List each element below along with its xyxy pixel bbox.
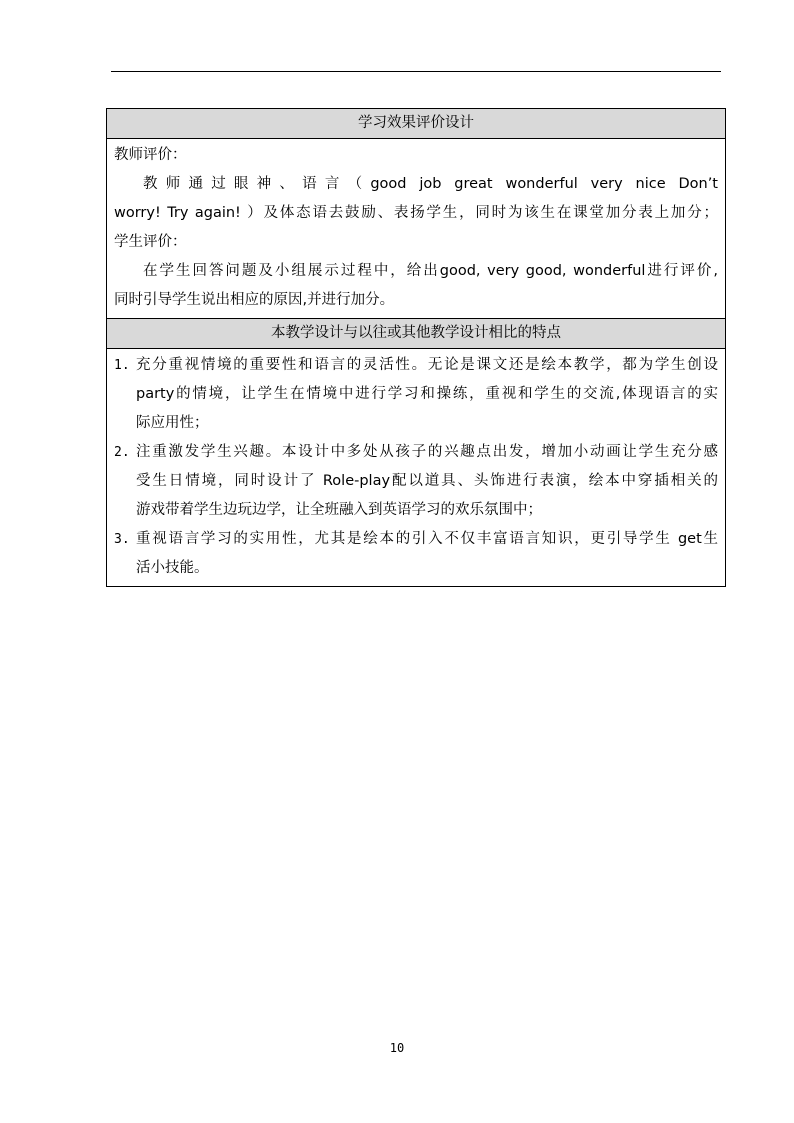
feature-line: 活小技能。 bbox=[136, 560, 209, 576]
feature-line: 重视语言学习的实用性，尤其是绘本的引入不仅丰富语言知识，更引导学生 get生 bbox=[136, 531, 718, 547]
feature-line: party的情境，让学生在情境中进行学习和操练，重视和学生的交流,体现语言的实 bbox=[136, 386, 718, 402]
evaluation-section-body bbox=[107, 139, 725, 319]
student-evaluation-line-2: 同时引导学生说出相应的原因,并进行加分。 bbox=[114, 292, 395, 308]
header-rule bbox=[111, 71, 721, 72]
features-section-body bbox=[107, 349, 725, 586]
feature-item-2 bbox=[114, 438, 718, 525]
feature-line: 充分重视情境的重要性和语言的灵活性。无论是课文还是绘本教学，都为学生创设 bbox=[136, 357, 718, 373]
teacher-evaluation-line-1: 教师通过眼神、语言（good job great wonderful very nice Don’t bbox=[143, 176, 718, 192]
feature-line: 际应用性； bbox=[136, 415, 209, 431]
feature-item-3 bbox=[114, 525, 718, 583]
feature-number: 2. bbox=[114, 445, 130, 460]
feature-line: 受生日情境，同时设计了 Role-play配以道具、头饰进行表演，绘本中穿插相关的 bbox=[136, 473, 718, 489]
teacher-evaluation-line-2: worry! Try again! ）及体态语去鼓励、表扬学生，同时为该生在课堂加分表上加分； bbox=[114, 205, 718, 221]
student-evaluation-line-1: 在学生回答问题及小组展示过程中，给出good, very good, wonderful进行评价, bbox=[143, 263, 718, 279]
feature-number: 3. bbox=[114, 532, 130, 547]
student-evaluation-label: 学生评价： bbox=[114, 234, 187, 250]
feature-line: 注重激发学生兴趣。本设计中多处从孩子的兴趣点出发，增加小动画让学生充分感 bbox=[136, 444, 718, 460]
evaluation-section-title: 学习效果评价设计 bbox=[107, 109, 725, 139]
teacher-evaluation-label: 教师评价： bbox=[114, 147, 187, 163]
page-number: 10 bbox=[389, 1041, 405, 1055]
feature-item-1 bbox=[114, 351, 718, 438]
features-section-title: 本教学设计与以往或其他教学设计相比的特点 bbox=[107, 319, 725, 349]
feature-line: 游戏带着学生边玩边学，让全班融入到英语学习的欢乐氛围中； bbox=[136, 502, 542, 518]
evaluation-table bbox=[106, 108, 726, 587]
feature-number: 1. bbox=[114, 358, 130, 373]
